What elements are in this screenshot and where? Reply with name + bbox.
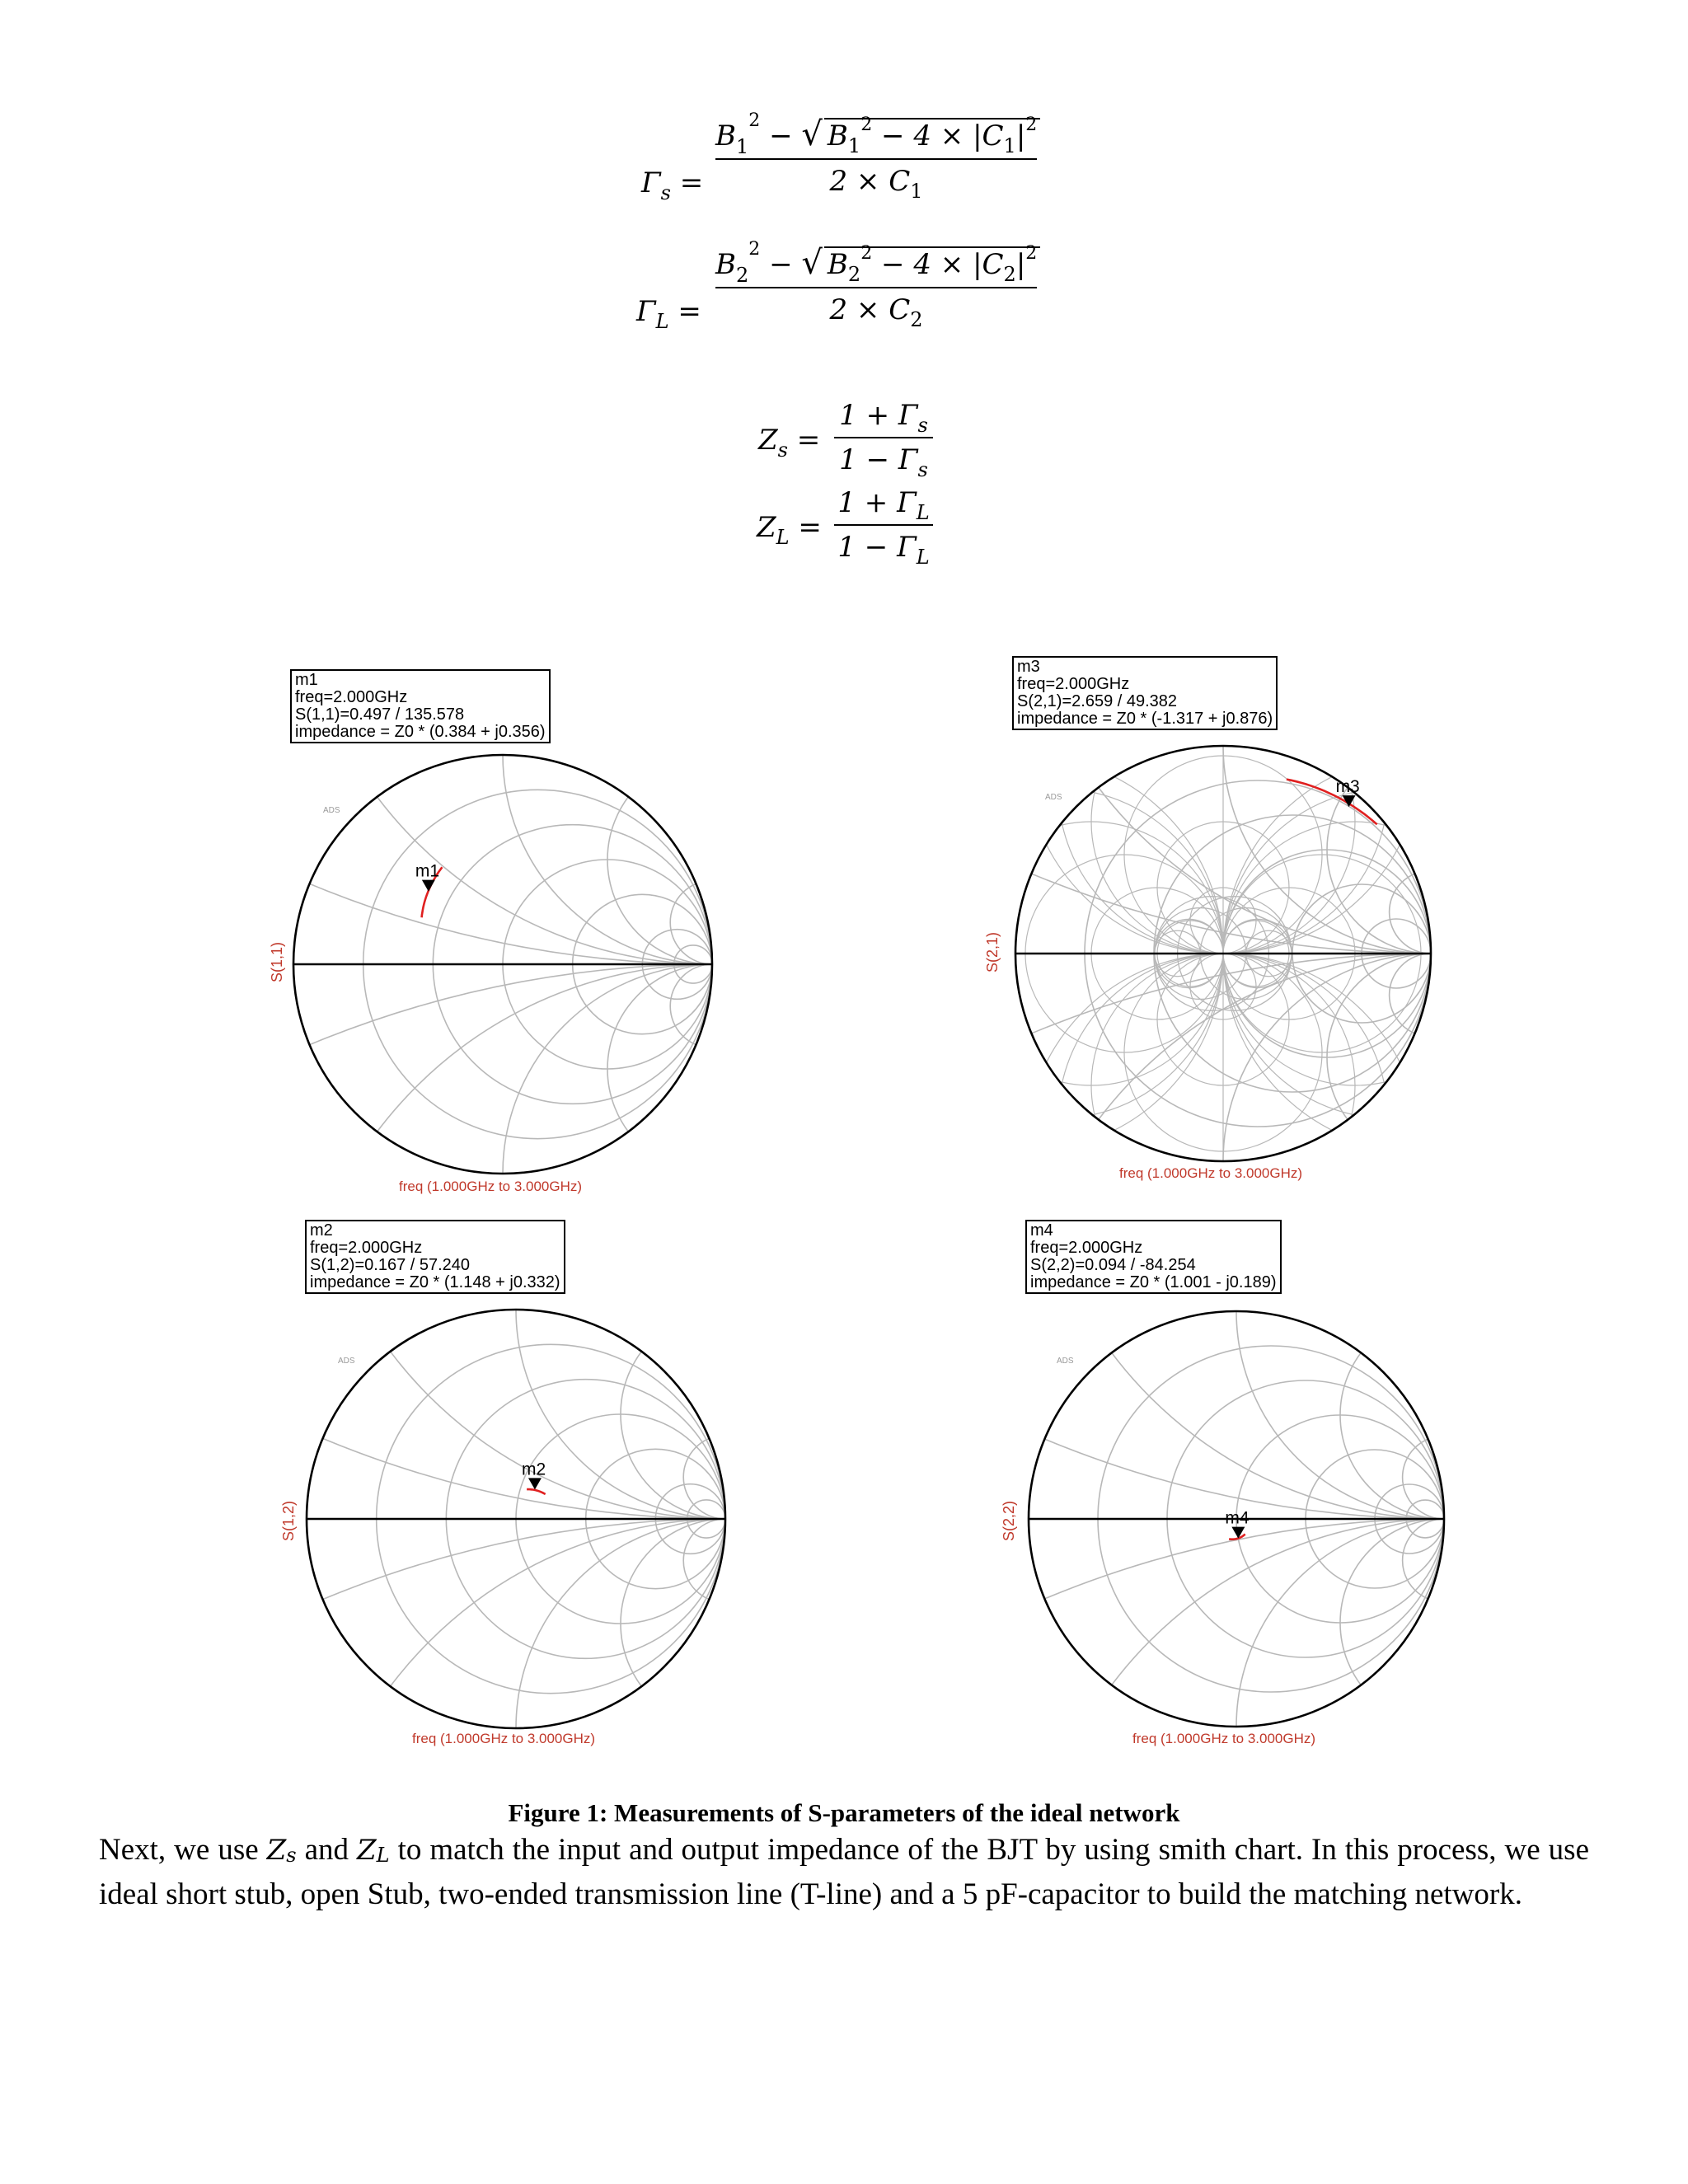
gamma-l-fraction: $B2^2$ − √ $B2^2 - 4 \times |C2|^2$ 2 × C2 bbox=[715, 244, 1037, 326]
body-paragraph: Next, we use Zs and ZL to match the input and output impedance of the BJT by using smith chart. In this process, we use ideal short stub, open Stub, two-ended transmission line (T-line) and a 5 pF-capacitor to build the matching network. bbox=[99, 1833, 1589, 1911]
gamma-s-lhs: Γs = bbox=[641, 166, 704, 204]
ads-watermark: ADS bbox=[1045, 793, 1062, 802]
marker-label: m2 bbox=[521, 1460, 546, 1479]
marker-readout-m2: m2 freq=2.000GHz S(1,2)=0.167 / 57.240 impedance = Z0 * (1.148 + j0.332) bbox=[305, 1220, 565, 1294]
marker-label: m4 bbox=[1225, 1508, 1250, 1528]
freq-range-label: freq (1.000GHz to 3.000GHz) bbox=[412, 1731, 596, 1746]
ads-watermark: ADS bbox=[323, 806, 340, 815]
freq-range-label: freq (1.000GHz to 3.000GHz) bbox=[399, 1179, 583, 1194]
marker-readout-m3: m3 freq=2.000GHz S(2,1)=2.659 / 49.382 impedance = Z0 * (-1.317 + j0.876) bbox=[1012, 656, 1278, 730]
reactance-arc bbox=[406, 0, 1688, 1519]
gamma-s-fraction: $B1^2$ − √ $B1^2 - 4 \times |C1|^2$ 2 × C1 bbox=[715, 115, 1037, 198]
reactance-arc bbox=[1340, 1519, 1548, 1727]
marker-readout-m1: m1 freq=2.000GHz S(1,1)=0.497 / 135.578 impedance = Z0 * (0.384 + j0.356) bbox=[290, 669, 551, 743]
freq-range-label: freq (1.000GHz to 3.000GHz) bbox=[1119, 1165, 1303, 1181]
equation-z-l: ZL = 1 + ΓL 1 − ΓL bbox=[757, 486, 938, 569]
reactance-arc bbox=[1029, 688, 1688, 1519]
marker-label: m3 bbox=[1335, 777, 1360, 797]
gamma-l-lhs: ΓL = bbox=[636, 295, 701, 333]
reactance-arc bbox=[1236, 1104, 1652, 1519]
marker-label: m1 bbox=[415, 861, 440, 881]
y-axis-label: S(2,1) bbox=[984, 931, 1001, 972]
ads-watermark: ADS bbox=[1057, 1357, 1074, 1366]
y-axis-label: S(1,1) bbox=[269, 941, 285, 982]
freq-range-label: freq (1.000GHz to 3.000GHz) bbox=[1132, 1731, 1316, 1746]
y-axis-label: S(1,2) bbox=[280, 1500, 297, 1541]
reactance-arc bbox=[1340, 1311, 1548, 1519]
figure-caption: Figure 1: Measurements of S-parameters of the ideal network bbox=[508, 1798, 1180, 1827]
y-axis-label: S(2,2) bbox=[1001, 1500, 1017, 1541]
equation-z-s: Zs = 1 + Γs 1 − Γs bbox=[758, 399, 940, 481]
marker-readout-m4: m4 freq=2.000GHz S(2,2)=0.094 / -84.254 impedance = Z0 * (1.001 - j0.189) bbox=[1025, 1220, 1282, 1294]
ads-watermark: ADS bbox=[338, 1357, 355, 1366]
